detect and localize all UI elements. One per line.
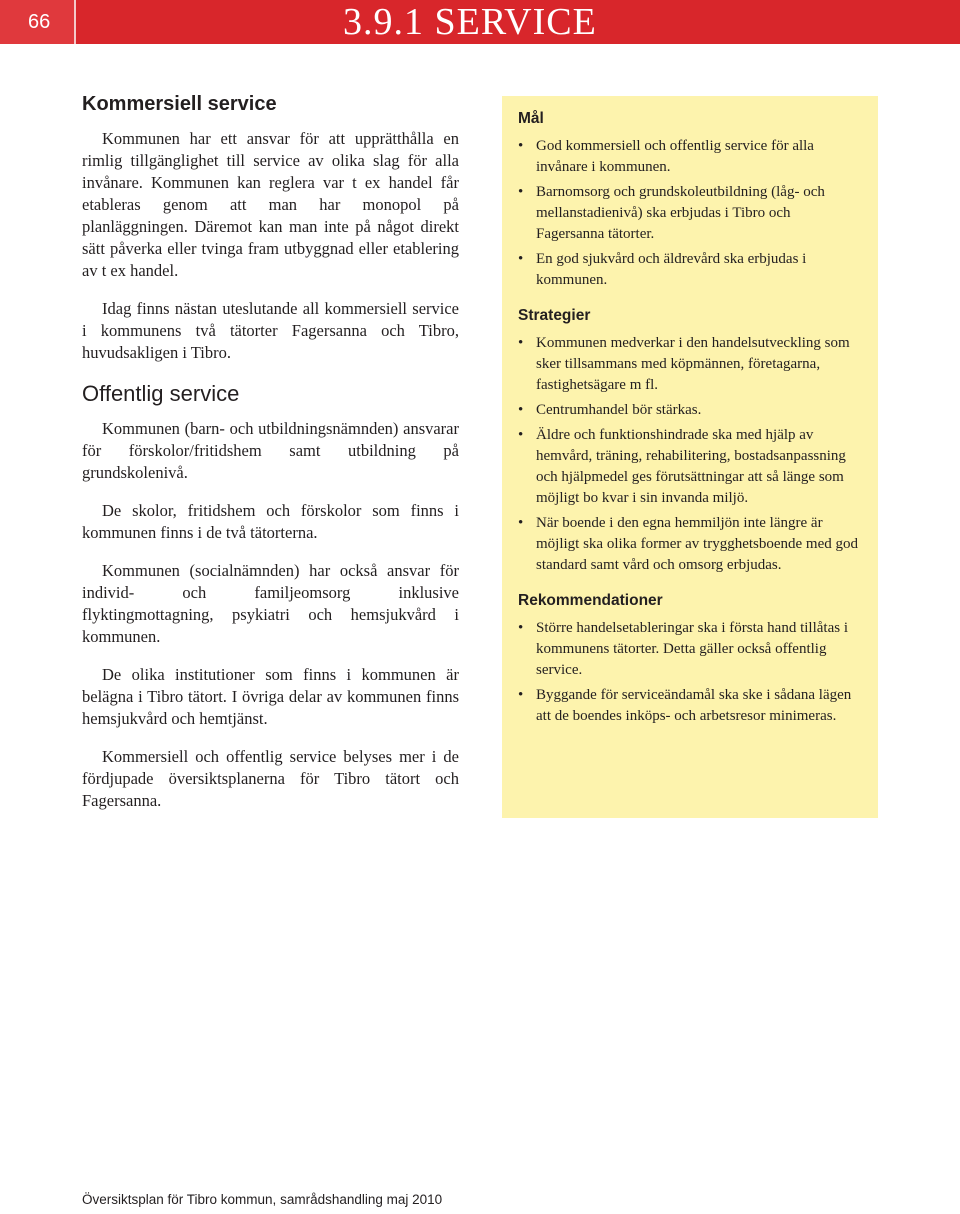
bullet: • bbox=[518, 620, 524, 636]
list-item-text: Kommunen medverkar i den handelsutveckling som sker tillsammans med köpmännen, företagarna, fastighetsägare m fl. bbox=[536, 335, 850, 393]
list-item bbox=[518, 182, 862, 245]
list-item-text: God kommersiell och offentlig service för alla invånare i kommunen. bbox=[536, 138, 814, 175]
bullet: • bbox=[518, 335, 524, 351]
paragraph: Kommunen (socialnämnden) har också ansvar för individ- och familjeomsorg inklusive flyktingmottagning, psykiatri och hemsjukvård i kommunen. bbox=[82, 561, 459, 646]
list-item bbox=[518, 249, 862, 291]
list-mal bbox=[518, 136, 862, 291]
page-number: 66 bbox=[0, 0, 76, 44]
list-item bbox=[518, 400, 862, 421]
paragraph: De skolor, fritidshem och förskolor som finns i kommunen finns i de två tätorterna. bbox=[82, 501, 459, 542]
heading-kommersiell-service: Kommersiell service bbox=[82, 93, 277, 115]
heading-offentlig-service: Offentlig service bbox=[82, 381, 240, 406]
page-footer: Översiktsplan för Tibro kommun, samrådshandling maj 2010 bbox=[82, 1192, 443, 1207]
bullet: • bbox=[518, 402, 524, 418]
goals-box bbox=[502, 96, 878, 818]
list-strategier bbox=[518, 333, 862, 576]
list-item-text: Större handelsetableringar ska i första hand tillåtas i kommunens tätorter. Detta gäller också offentlig service. bbox=[536, 620, 848, 678]
chapter-title: 3.9.1 SERVICE bbox=[343, 1, 597, 43]
list-item-text: En god sjukvård och äldrevård ska erbjudas i kommunen. bbox=[536, 251, 807, 288]
bullet: • bbox=[518, 251, 524, 267]
main-text-column bbox=[82, 88, 459, 812]
list-item-text: Centrumhandel bör stärkas. bbox=[536, 402, 702, 418]
list-item bbox=[518, 136, 862, 178]
list-item-text: Barnomsorg och grundskoleutbildning (låg- och mellanstadienivå) ska erbjudas i Tibro och Fagersanna tätorter. bbox=[536, 184, 825, 242]
list-item-text: Äldre och funktionshindrade ska med hjälp av hemvård, träning, rehabilitering, bostadsanpassning och hjälpmedel ges förutsättningar att så länge som möjligt bo kvar i sin invanda miljö. bbox=[536, 427, 846, 506]
list-item bbox=[518, 513, 862, 576]
list-item bbox=[518, 425, 862, 509]
page-header bbox=[0, 0, 960, 44]
paragraph: De olika institutioner som finns i kommunen är belägna i Tibro tätort. I övriga delar av kommunen finns hemsjukvård och hemtjänst. bbox=[82, 665, 459, 728]
paragraph: Kommersiell och offentlig service belyses mer i de fördjupade översiktsplanerna för Tibro tätort och Fagersanna. bbox=[82, 747, 459, 810]
list-item bbox=[518, 685, 862, 727]
list-rekommendationer bbox=[518, 618, 862, 727]
list-item bbox=[518, 618, 862, 681]
list-item-text: Byggande för serviceändamål ska ske i sådana lägen att de boendes inköps- och arbetsresor minimeras. bbox=[536, 687, 852, 724]
heading-rekommendationer: Rekommendationer bbox=[518, 592, 663, 609]
heading-mal: Mål bbox=[518, 110, 544, 127]
paragraph: Kommunen har ett ansvar för att upprätthålla en rimlig tillgänglighet till service av olika slag för alla invånare. Kommunen kan reglera var t ex handel får etableras genom att man har monopol på planläggningen. Däremot kan man inte på något direkt sätt påverka eller tvinga fram utbyggnad eller etablering av t ex handel. bbox=[82, 129, 459, 280]
paragraph: Idag finns nästan uteslutande all kommersiell service i kommunens två tätorter Fagersanna och Tibro, huvudsakligen i Tibro. bbox=[82, 299, 459, 362]
list-item bbox=[518, 333, 862, 396]
bullet: • bbox=[518, 687, 524, 703]
bullet: • bbox=[518, 138, 524, 154]
bullet: • bbox=[518, 184, 524, 200]
bullet: • bbox=[518, 515, 524, 531]
list-item-text: När boende i den egna hemmiljön inte längre är möjligt ska olika former av trygghetsboende med god standard samt vård och omsorg erbjudas. bbox=[536, 515, 859, 573]
paragraph: Kommunen (barn- och utbildningsnämnden) ansvarar för förskolor/fritidshem samt utbildning på grundskolenivå. bbox=[82, 419, 459, 482]
heading-strategier: Strategier bbox=[518, 307, 591, 324]
bullet: • bbox=[518, 427, 524, 443]
